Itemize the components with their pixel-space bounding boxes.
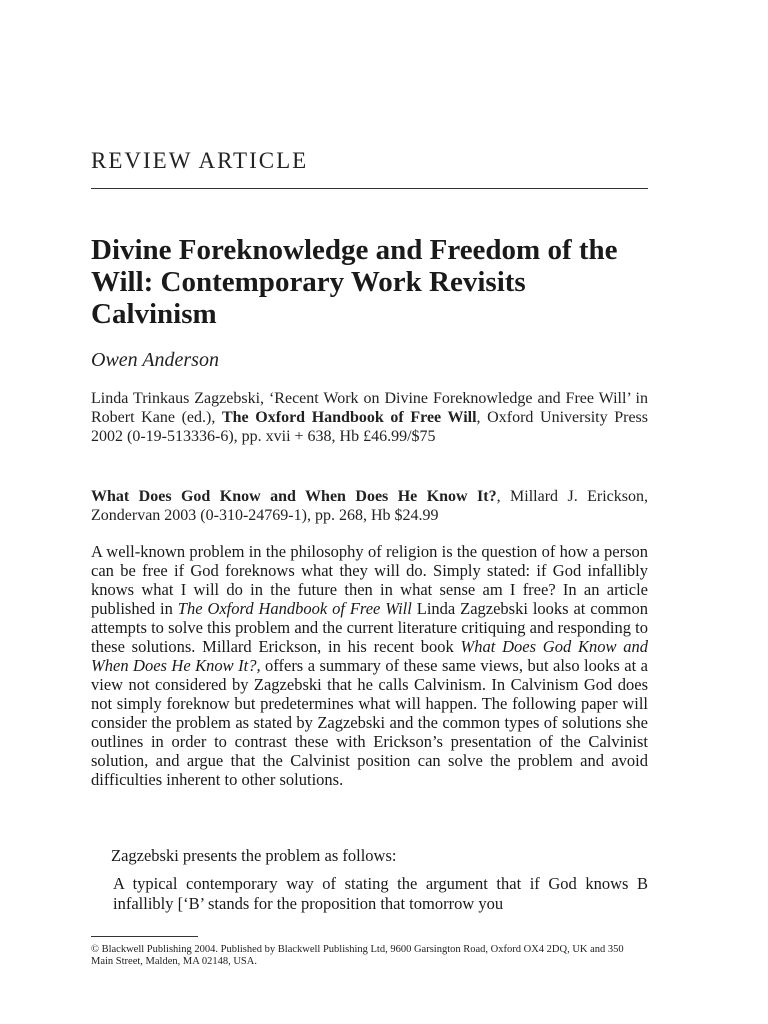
article-title: Divine Foreknowledge and Freedom of the Will: Contemporary Work Revisits Calvinism [91, 234, 618, 330]
body-italic-title: What Does God Know and When Does He Know It?, [91, 637, 648, 675]
reference-text: , Millard J. Erickson, Zondervan 2003 (0-310-24769-1), pp. 268, Hb $24.99 [91, 488, 649, 524]
body-text-run: offers a summary of these same views, but also looks at a view not considered by Zagzebski that he calls Calvinism. In Calvinism God does not simply foreknow but predetermines what will happen. The following paper will consider the problem as stated by Zagzebski and the common types of solutions she outlines in order to contrast these with Erickson’s presentation of the Calvinist solution, and argue that the Calvinist position can solve the problem and avoid difficulties inherent to other solutions. [91, 656, 648, 789]
footnote-rule [91, 936, 198, 937]
reference-text: , Oxford University Press 2002 (0-19-513336-6), pp. xvii + 638, Hb £46.99/$75 [91, 409, 649, 445]
body-italic-title: The Oxford Handbook of Free Will [177, 599, 412, 618]
body-text-run: A well-known problem in the philosophy of religion is the question of how a person can be free if God foreknows what they will do. Simply stated: if God infallibly knows what I will do in the future then in what sense am I free? In an article published in [91, 542, 648, 618]
article-author: Owen Anderson [91, 349, 219, 371]
block-quote: A typical contemporary way of stating the argument that if God knows B infallibly [‘B’ stands for the proposition that tomorrow you [113, 874, 648, 913]
copyright-footer: © Blackwell Publishing 2004. Published by Blackwell Publishing Ltd, 9600 Garsington Road, Oxford OX4 2DQ, UK and 350 Main Street, Malden, MA 02148, USA. [91, 944, 624, 967]
header-rule [91, 188, 648, 189]
reference-book-title: What Does God Know and When Does He Know It? [91, 488, 497, 505]
book-reference-1 [91, 389, 648, 446]
section-kicker: REVIEW ARTICLE [91, 148, 309, 173]
body-paragraph-1 [91, 542, 648, 789]
body-paragraph-2: Zagzebski presents the problem as follows: [111, 846, 397, 865]
reference-book-title: The Oxford Handbook of Free Will [221, 409, 477, 426]
body-text-run: Linda Zagzebski looks at common attempts to solve this problem and the current literature critiquing and responding to these solutions. Millard Erickson, in his recent book [91, 599, 649, 656]
journal-page [91, 0, 648, 1024]
book-reference-2 [91, 487, 648, 525]
reference-text: Linda Trinkaus Zagzebski, ‘Recent Work on Divine Foreknowledge and Free Will’ in Robert Kane (ed.), [91, 390, 648, 426]
